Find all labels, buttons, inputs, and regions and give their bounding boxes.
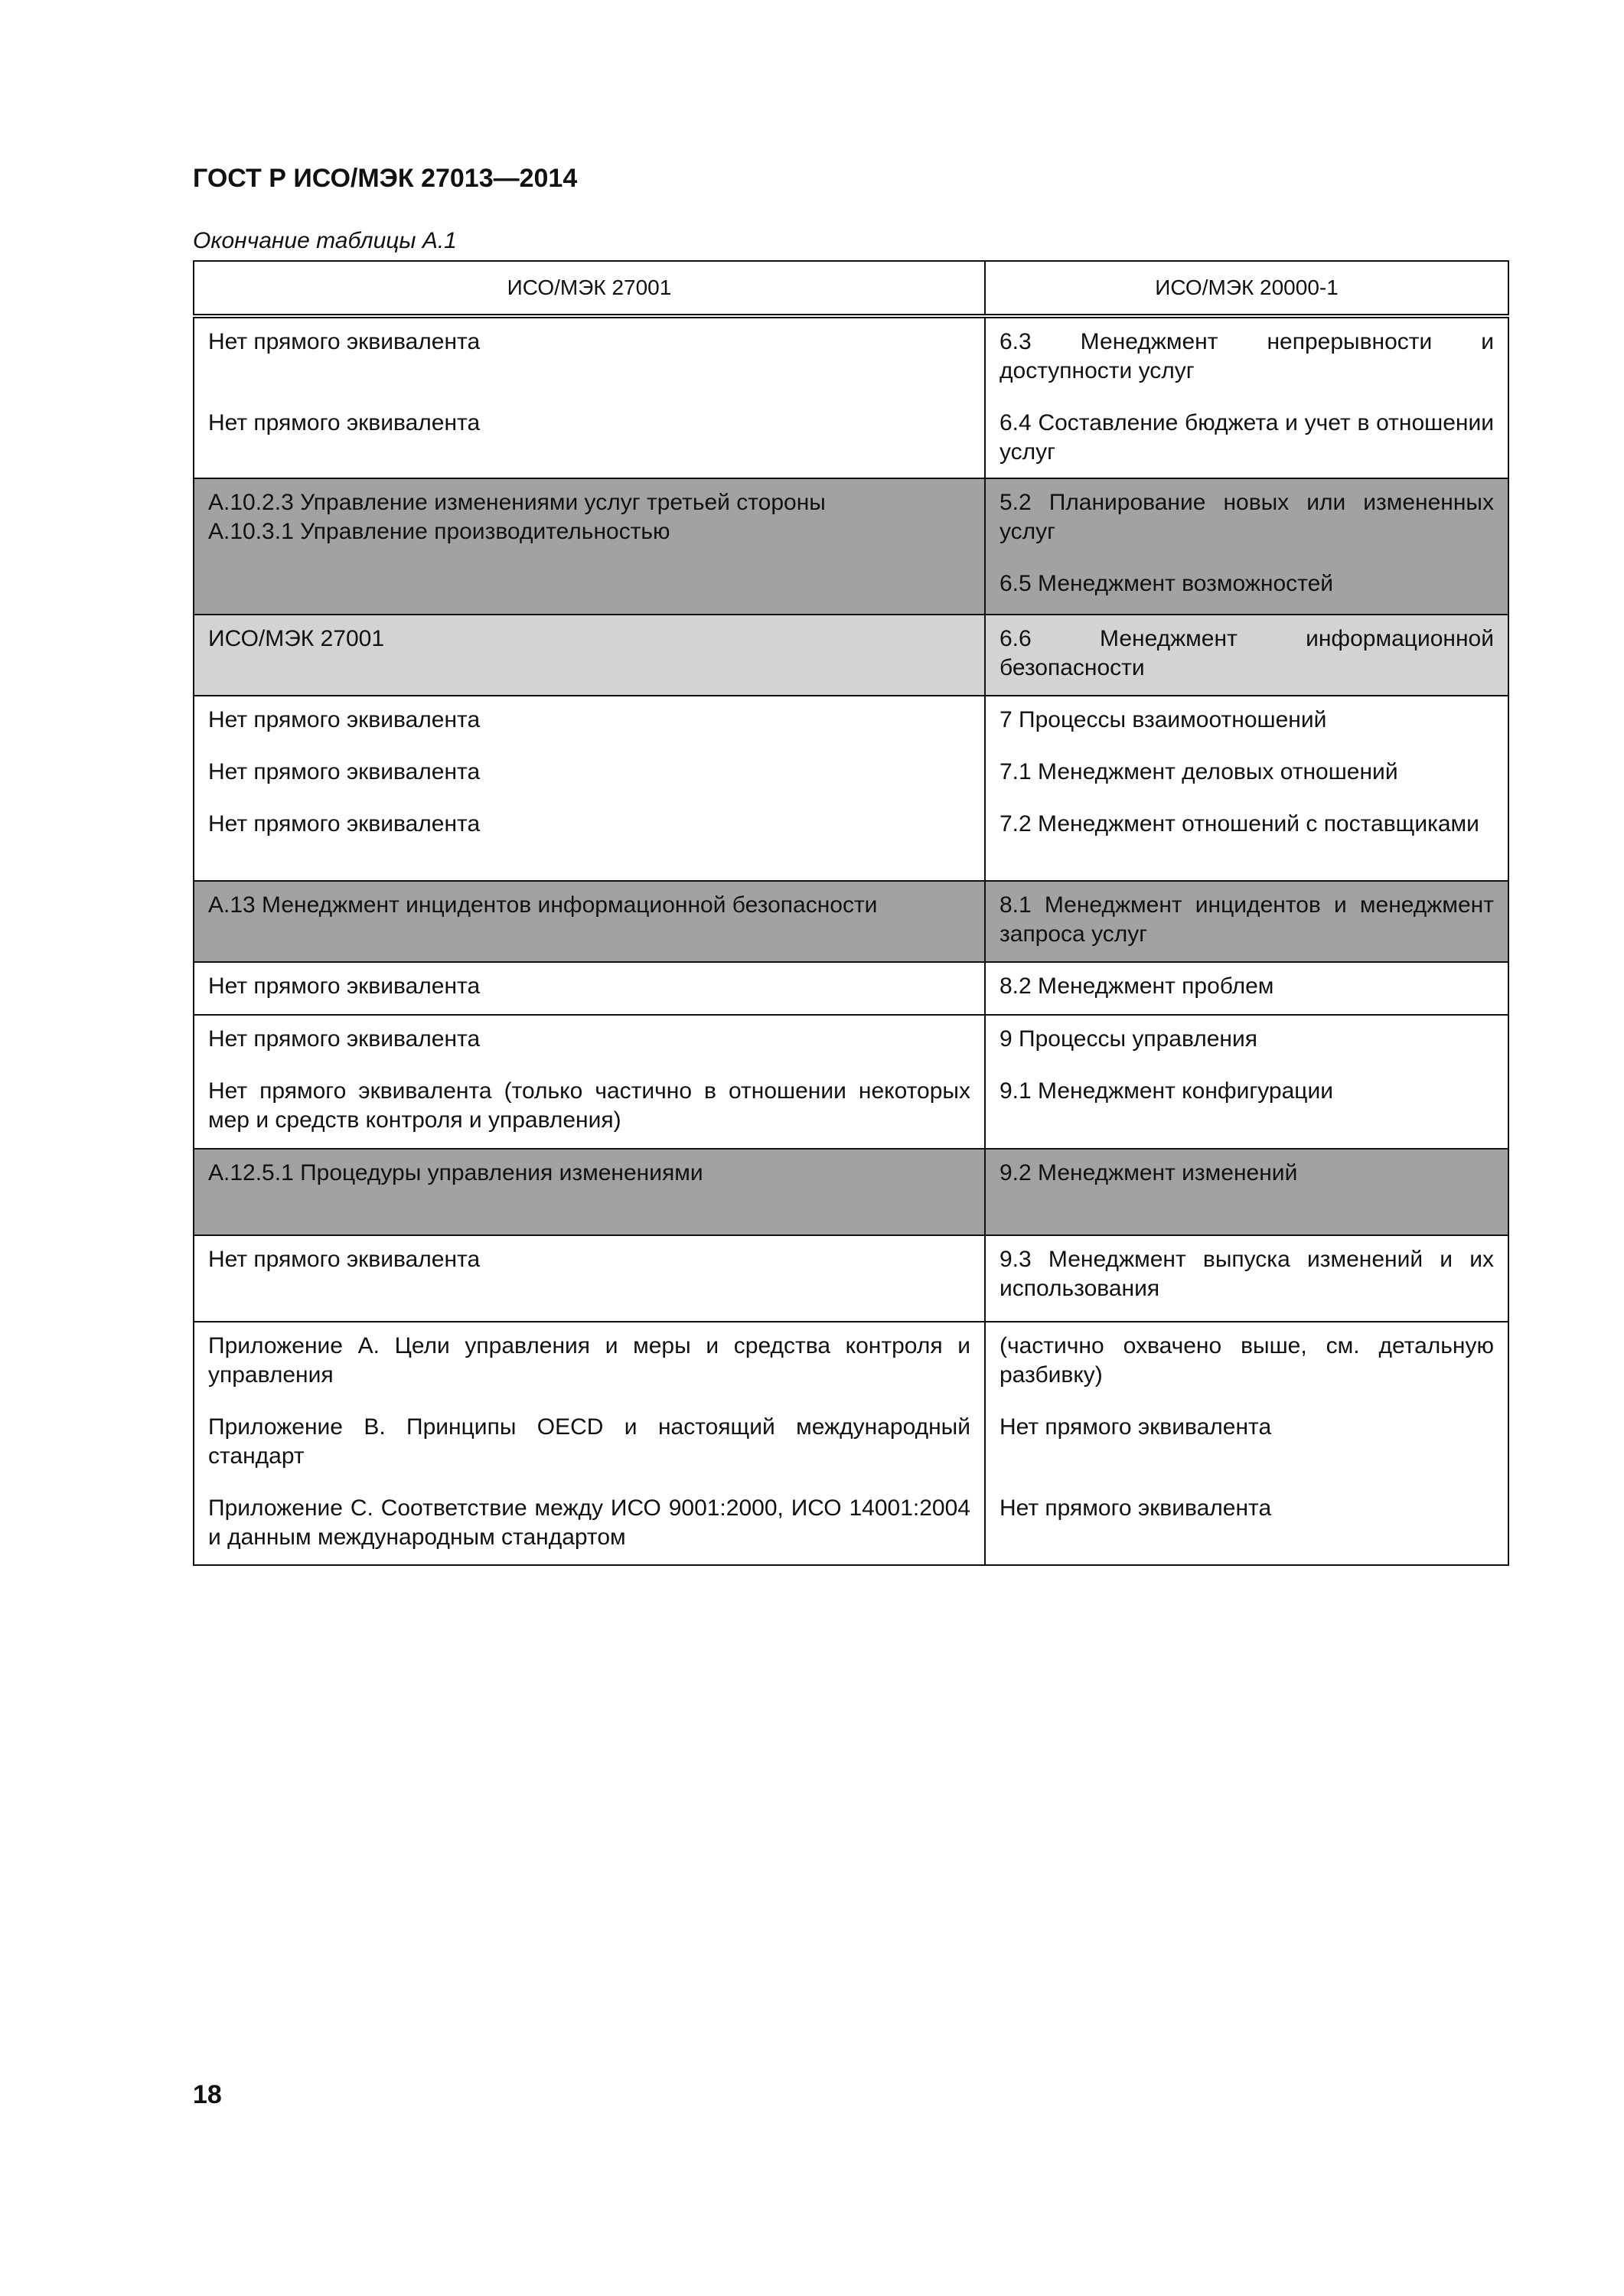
table-row bbox=[194, 615, 1508, 696]
cell-item: 9.3 Менеджмент выпуска изменений и их использования bbox=[1000, 1247, 1494, 1301]
right-cell bbox=[985, 696, 1508, 881]
cell-item: 5.2 Планирование новых или измененных услуг bbox=[1000, 490, 1494, 544]
cell-item: (частично охвачено выше, см. детальную разбивку) bbox=[1000, 1333, 1494, 1388]
left-cell bbox=[194, 615, 985, 696]
cell-item: Приложение С. Соответствие между ИСО 9001:2000, ИСО 14001:2004 и данным международным стандартом bbox=[208, 1495, 970, 1550]
cell-item: 6.3 Менеджмент непрерывности и доступности услуг bbox=[1000, 329, 1494, 383]
table-header-row bbox=[194, 261, 1508, 316]
cell-item: Нет прямого эквивалента bbox=[1000, 1495, 1272, 1521]
cell-item: 9.2 Менеджмент изменений bbox=[1000, 1160, 1298, 1186]
cell-item: Приложение А. Цели управления и меры и средства контроля и управления bbox=[208, 1333, 970, 1388]
right-cell bbox=[985, 881, 1508, 962]
table-row bbox=[194, 962, 1508, 1015]
table-row bbox=[194, 1149, 1508, 1235]
table-caption: Окончание таблицы А.1 bbox=[193, 228, 457, 253]
right-cell bbox=[985, 962, 1508, 1015]
left-cell bbox=[194, 1322, 985, 1565]
cell-item: 7.1 Менеджмент деловых отношений bbox=[1000, 759, 1398, 784]
cell-item: Нет прямого эквивалента bbox=[208, 1026, 481, 1052]
cell-item: 8.2 Менеджмент проблем bbox=[1000, 974, 1274, 999]
correspondence-table bbox=[193, 260, 1509, 1566]
cell-item: 8.1 Менеджмент инцидентов и менеджмент запроса услуг bbox=[1000, 892, 1494, 947]
cell-item: 9.1 Менеджмент конфигурации bbox=[1000, 1078, 1333, 1104]
left-cell bbox=[194, 1235, 985, 1322]
cell-item: А.13 Менеджмент инцидентов информационной безопасности bbox=[208, 892, 878, 918]
left-cell bbox=[194, 316, 985, 478]
left-cell bbox=[194, 478, 985, 615]
cell-item: 7.2 Менеджмент отношений с поставщиками bbox=[1000, 811, 1479, 837]
column-header-iso27001: ИСО/МЭК 27001 bbox=[194, 261, 985, 316]
right-cell bbox=[985, 1015, 1508, 1149]
cell-item: 6.6 Менеджмент информационной безопасности bbox=[1000, 626, 1494, 680]
table-row bbox=[194, 1322, 1508, 1565]
right-cell bbox=[985, 1322, 1508, 1565]
cell-item: Нет прямого эквивалента bbox=[208, 410, 481, 435]
cell-item: 7 Процессы взаимоотношений bbox=[1000, 707, 1327, 732]
left-cell bbox=[194, 1149, 985, 1235]
document-header: ГОСТ Р ИСО/МЭК 27013—2014 bbox=[193, 164, 578, 193]
cell-item: А.10.2.3 Управление изменениями услуг третьей стороны bbox=[208, 490, 826, 515]
table-row bbox=[194, 316, 1508, 478]
cell-item: Нет прямого эквивалента bbox=[1000, 1414, 1272, 1440]
column-header-iso20000: ИСО/МЭК 20000-1 bbox=[985, 261, 1508, 316]
cell-item: Нет прямого эквивалента bbox=[208, 811, 481, 837]
cell-item: Нет прямого эквивалента (только частично в отношении некоторых мер и средств контроля и управления) bbox=[208, 1078, 970, 1133]
table-row bbox=[194, 696, 1508, 881]
left-cell bbox=[194, 881, 985, 962]
table-row bbox=[194, 1015, 1508, 1149]
cell-item: Нет прямого эквивалента bbox=[208, 974, 481, 999]
cell-item: 6.5 Менеджмент возможностей bbox=[1000, 571, 1334, 596]
right-cell bbox=[985, 1149, 1508, 1235]
table-row bbox=[194, 1235, 1508, 1322]
right-cell bbox=[985, 1235, 1508, 1322]
right-cell bbox=[985, 478, 1508, 615]
page-number: 18 bbox=[193, 2080, 222, 2109]
cell-item: 9 Процессы управления bbox=[1000, 1026, 1258, 1052]
right-cell bbox=[985, 316, 1508, 478]
cell-item: Приложение В. Принципы OECD и настоящий международный стандарт bbox=[208, 1414, 970, 1469]
right-cell bbox=[985, 615, 1508, 696]
cell-item: А.12.5.1 Процедуры управления изменениями bbox=[208, 1160, 703, 1186]
cell-item: Нет прямого эквивалента bbox=[208, 707, 481, 732]
cell-item: 6.4 Составление бюджета и учет в отношении услуг bbox=[1000, 410, 1494, 465]
table-row bbox=[194, 881, 1508, 962]
cell-item: Нет прямого эквивалента bbox=[208, 329, 481, 354]
cell-item: Нет прямого эквивалента bbox=[208, 759, 481, 784]
table-row bbox=[194, 478, 1508, 615]
left-cell bbox=[194, 1015, 985, 1149]
cell-item: Нет прямого эквивалента bbox=[208, 1247, 481, 1272]
cell-item: ИСО/МЭК 27001 bbox=[208, 626, 385, 651]
cell-item: А.10.3.1 Управление производительностью bbox=[208, 519, 670, 544]
left-cell bbox=[194, 962, 985, 1015]
left-cell bbox=[194, 696, 985, 881]
